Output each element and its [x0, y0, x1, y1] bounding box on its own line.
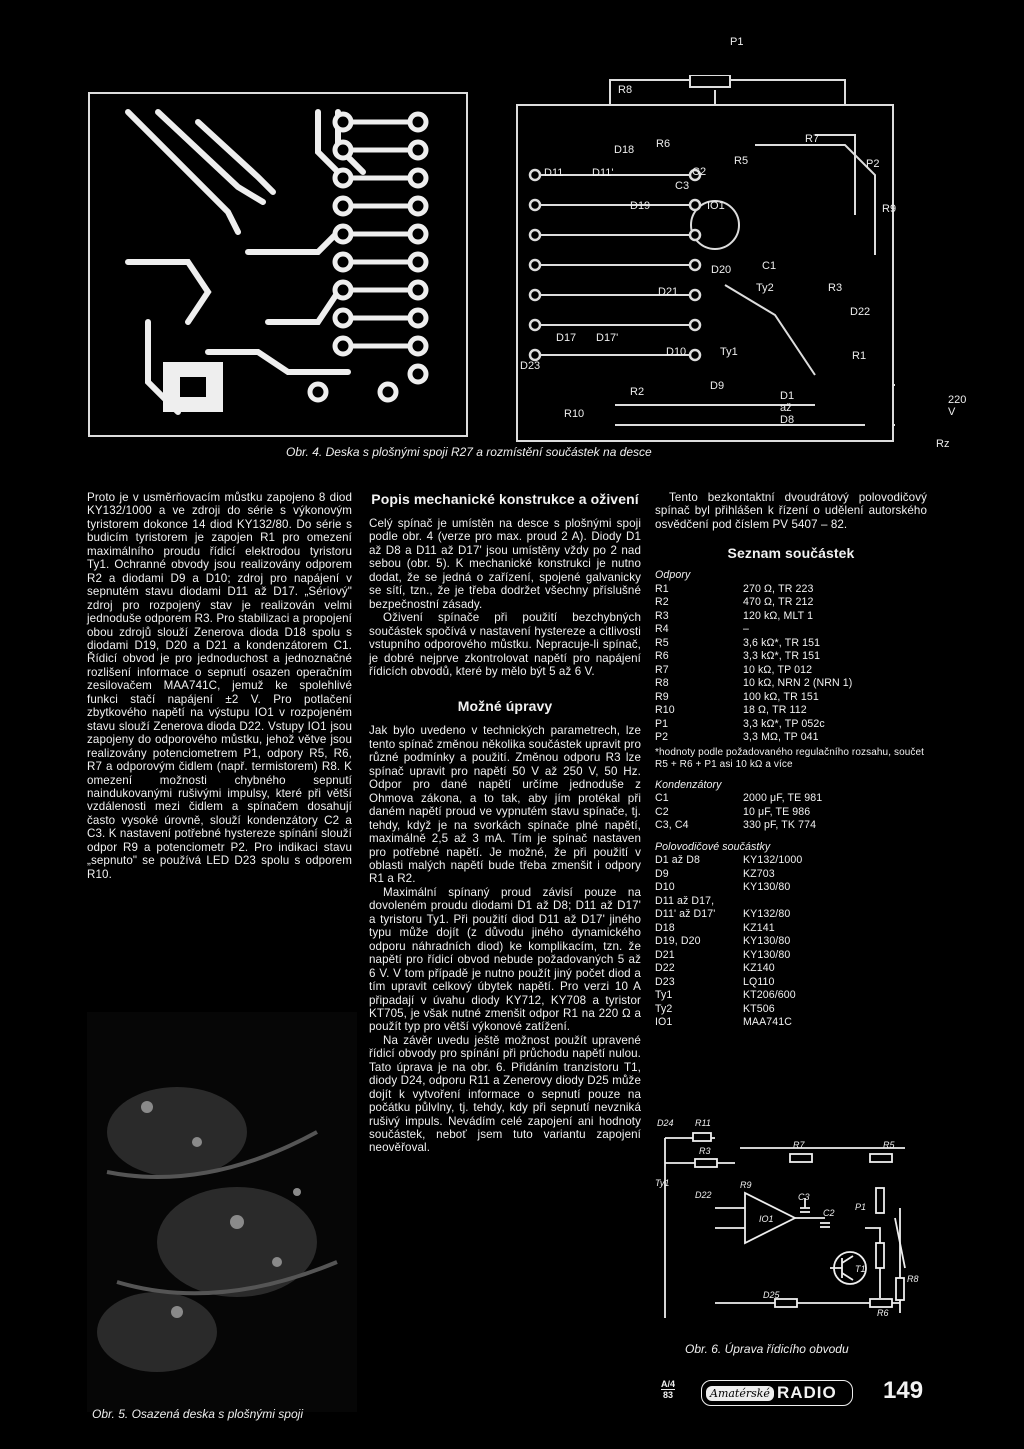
- part-row: R1 270 Ω, TR 223: [655, 582, 814, 595]
- resistor-note: *hodnoty podle požadovaného regulačního rozsahu, součet R5 + R6 + P1 asi 10 kΩ a více: [655, 746, 925, 770]
- sch-label-io1: IO1: [759, 1214, 774, 1224]
- part-row: R7 10 kΩ, TP 012: [655, 663, 813, 676]
- sch-label-r9: R9: [740, 1180, 752, 1190]
- part-row: R8 10 kΩ, NRN 2 (NRN 1): [655, 677, 853, 690]
- label-r10: R10: [564, 408, 585, 420]
- part-row: D9 KZ703: [655, 867, 775, 880]
- label-r7: R7: [805, 133, 820, 145]
- page-footer: [655, 1375, 945, 1415]
- part-row: D21 KY130/80: [655, 948, 791, 961]
- label-c1: C1: [762, 260, 777, 272]
- logo-script: Amatérské: [706, 1386, 774, 1401]
- sch-label-r6: R6: [877, 1308, 889, 1318]
- part-row: R4 –: [655, 623, 749, 636]
- part-row: R6 3,3 kΩ*, TR 151: [655, 650, 821, 663]
- label-d11: D11: [544, 167, 564, 179]
- group-title: Odpory: [655, 569, 691, 582]
- part-row: P1 3,3 kΩ*, TP 052c: [655, 717, 825, 730]
- sch-label-r11: R11: [695, 1118, 711, 1128]
- part-row: D11 až D17,: [655, 894, 715, 907]
- column-1: [87, 491, 352, 881]
- figure-6-caption: Obr. 6. Úprava řídicího obvodu: [685, 1342, 849, 1356]
- issue-bottom: 83: [663, 1390, 674, 1400]
- label-r3: R3: [828, 282, 843, 294]
- part-row: D23 LQ110: [655, 975, 775, 988]
- label-r8: R8: [618, 84, 633, 96]
- figure-5: [87, 1012, 357, 1422]
- part-row: R10 18 Ω, TR 112: [655, 704, 807, 717]
- figure-4: [70, 20, 970, 465]
- part-row: D1 až D8 KY132/1000: [655, 854, 803, 867]
- issue-top: A/4: [661, 1379, 676, 1389]
- label-r6: R6: [656, 138, 671, 150]
- sch-label-r7: R7: [793, 1140, 805, 1150]
- label-r2: R2: [630, 386, 645, 398]
- label-d20: D20: [711, 264, 732, 276]
- label-ty1: Ty1: [720, 346, 738, 358]
- part-row: R3 120 kΩ, MLT 1: [655, 609, 814, 622]
- paragraph: Jak bylo uvedeno v technických parametrech, lze tento spínač změnou několika součástek upravit pro různé podmínky a použití. Změnou odporu R3 lze spínač upravit pro napětí 50 V až 250 V, 50 Hz. Odpor pro dané napětí určíme jednoduše z Ohmova zákona, a to tak, aby jím protékal při daném napětí proud ve vypnutém stavu spínače, tj. tehdy, když je na svorkách spínače plné napětí, maximálně 2,5 až 3 mA. Tím je spínač nastaven pro potřebné napětí. Je možné, že při použití v oblasti malých napětí bude třeba zmenšit i odpory R1 a R2.: [369, 724, 641, 886]
- label-d22: D22: [850, 306, 871, 318]
- part-row: D19, D20 KY130/80: [655, 935, 791, 948]
- part-row: C3, C4 330 pF, TK 774: [655, 819, 817, 832]
- sch-label-r5: R5: [883, 1140, 895, 1150]
- label-io1: IO1: [707, 200, 725, 212]
- paragraph: Maximální spínaný proud závisí pouze na dovoleném proudu diodami D1 až D8; D11 až D17' a tyristoru Ty1. Při použití diod D11 až D17' jiného typu může dojít (z důvodu jiného dynamického odporu náhradních diod) ke komplikacím, tzn. že napětí pro řídicí obvod nebude požadovaných 5 až 6 V. V tom případě je nutno použít jiný počet diod a tím upravit celkový úbytek napětí. Pro verzi 10 A připadají v úvahu diody KY712, KY708 a tyristor KT705, je však nutné zmenšit odpor R1 na 220 Ω a použít typ pro větší výkonové zatížení.: [369, 885, 641, 1034]
- parts-list: [655, 569, 927, 1030]
- label-d19: D19: [630, 200, 651, 212]
- parts-list-heading: Seznam součástek: [727, 545, 855, 562]
- intro-paragraph: Tento bezkontaktní dvoudrátový polovodičový spínač byl přihlášen k řízení o udělení autorského osvědčení pod číslem PV 5407 – 82.: [655, 491, 927, 531]
- label-r9: R9: [882, 203, 897, 215]
- component-placement: [515, 75, 895, 445]
- part-row: D11' až D17' KY132/80: [655, 908, 791, 921]
- column-2: [369, 491, 641, 1155]
- label-p1: P1: [730, 36, 744, 48]
- label-r1: R1: [852, 350, 867, 362]
- part-row: R2 470 Ω, TR 212: [655, 596, 814, 609]
- label-d9: D9: [710, 380, 725, 392]
- section-heading-construction: Popis mechanické konstrukce a oživení: [371, 491, 639, 507]
- part-row: IO1 MAA741C: [655, 1016, 792, 1029]
- figure-5-caption: Obr. 5. Osazená deska s plošnými spoji: [92, 1407, 303, 1421]
- sch-label-r3: R3: [699, 1146, 711, 1156]
- sch-label-ty1: Ty1: [655, 1178, 670, 1188]
- label-r5: R5: [734, 155, 749, 167]
- issue-number: [661, 1379, 675, 1400]
- logo-text: RADIO: [776, 1383, 837, 1402]
- sch-label-d24: D24: [657, 1118, 674, 1128]
- sch-label-r8: R8: [907, 1274, 919, 1284]
- label-d23: D23: [520, 360, 541, 372]
- sch-label-p1: P1: [855, 1202, 867, 1212]
- label-c2: C2: [692, 166, 707, 178]
- assembled-board-photo: [87, 1012, 357, 1412]
- label-d11p: D11': [592, 167, 614, 179]
- sch-label-d25: D25: [763, 1290, 780, 1300]
- group-title: Kondenzátory: [655, 778, 722, 791]
- part-row: D22 KZ140: [655, 962, 775, 975]
- label-rz: Rz: [936, 438, 950, 450]
- label-d10: D10: [666, 346, 687, 358]
- part-row: Ty2 KT506: [655, 1002, 775, 1015]
- sch-label-c2: C2: [823, 1208, 835, 1218]
- sch-label-d22: D22: [695, 1190, 712, 1200]
- sch-label-t1: T1: [855, 1264, 866, 1274]
- figure-6: [655, 1118, 925, 1358]
- part-row: D18 KZ141: [655, 921, 775, 934]
- label-d17p: D17': [596, 332, 619, 344]
- part-row: R5 3,6 kΩ*, TR 151: [655, 636, 821, 649]
- label-d17: D17: [556, 332, 577, 344]
- part-row: R9 100 kΩ, TR 151: [655, 690, 819, 703]
- sch-label-c3: C3: [798, 1192, 810, 1202]
- label-d1d8: D1 až D8: [780, 390, 795, 426]
- group-title: Polovodičové součástky: [655, 840, 771, 853]
- paragraph: Celý spínač je umístěn na desce s plošnými spoji podle obr. 4 (verze pro max. proud 2 A). Diody D1 až D8 a D11 až D17' jsou umístěny vždy po 2 nad sebou (obr. 5). K mechanické konstrukci je nutno dodat, že se jedná o zařízení, spojené galvanicky se sítí, tzn., že je třeba dodržet všechny příslušné bezpečnostní zásady.: [369, 517, 641, 611]
- label-d21: D21: [658, 286, 679, 298]
- label-ty2: Ty2: [756, 282, 774, 294]
- magazine-logo: [701, 1380, 853, 1406]
- page-number: 149: [883, 1377, 924, 1404]
- section-heading-modifications: Možné úpravy: [457, 698, 553, 715]
- column-1-paragraph: Proto je v usměrňovacím můstku zapojeno 8 diod KY132/1000 a ve zdroji do série s výkonovým tyristorem dokonce 14 diod KY132/80. Do série s budicím tyristorem je zapojen R1 pro omezení maximálního proudu řídicí elektrodou tyristoru Ty1. Ochranné obvody jsou realizovány odporem R2 a diodami D9 a D10; zdroj pro napájení v sepnutém stavu diodami D11 až D17. „Sériový" zdroj pro rozpojený stav je realizován velmi jednoduše odporem R3. Pro stabilizaci a propojení obou zdrojů slouží Zenerova dioda D18 spolu s diodami D19, D20 a D21 a kondenzátorem C1. Řídicí obvod je pro jednoduchost a jednoznačné rozlišení informace o sepnutí osazen operačním zesilovačem MAA741C, jemuž ke spolehlivé funkci stačí napájení ±2 V. Pro potlačení zbytkového napětí na výstupu IO1 v rozpojeném stavu slouží Zenerova dioda D22. Vstupy IO1 jsou zapojeny do odporového můstku, jehož větve jsou realizovány potenciometrem P1, odpory R5, R6, R7 a odporovým čidlem (např. termistorem) R8. K omezení možnosti chybného sepnutí naindukovanými rušivými impulsy, které při větší vzdálenosti mezi čidlem a spínačem dosahují často vysoké úrovně, slouží kondenzátory C2 a C3. K nastavení potřebné hystereze spínání slouží odpor R9 a potenciometr P2. Pro indikaci stavu „sepnuto" se používá LED D23 spolu s odporem R10.: [87, 491, 352, 881]
- part-row: C1 2000 μF, TE 981: [655, 792, 823, 805]
- paragraph: Oživení spínače při použití bezchybných součástek spočívá v nastavení hystereze a citlivosti vstupního odporového můstku. Nepracuje-li spínač, je dobré nejprve zkontrolovat napětí pro napájení řídicích obvodů, které by mělo být 5 až 6 V.: [369, 611, 641, 678]
- control-circuit-schematic: [655, 1118, 925, 1333]
- label-c3: C3: [675, 180, 690, 192]
- paragraph: Na závěr uvedu ještě možnost použít upravené řídicí obvody pro spínání při průchodu napětí nulou. Tato úprava je na obr. 6. Přidáním tranzistoru T1, diody D24, odporu R11 a Zenerovy diody D25 může dojít k vytvoření informace o sepnutí pouze na počátku půlvlny, tj. tehdy, kdy při sepnutí nevzniká rušivý impuls. Nevádím celé zapojení ani hodnoty součástek, neboť jsem tuto variantu zapojení neověřoval.: [369, 1033, 641, 1155]
- figure-4-caption: Obr. 4. Deska s plošnými spoji R27 a rozmístění součástek na desce: [286, 445, 652, 459]
- label-220v: 220 V: [948, 394, 967, 418]
- part-row: D10 KY130/80: [655, 881, 791, 894]
- part-row: P2 3,3 MΩ, TP 041: [655, 731, 819, 744]
- column-3: [655, 491, 927, 1030]
- part-row: Ty1 KT206/600: [655, 989, 796, 1002]
- label-p2: P2: [866, 158, 880, 170]
- pcb-copper-layout: [88, 92, 468, 437]
- label-d18: D18: [614, 144, 635, 156]
- part-row: C2 10 μF, TE 986: [655, 805, 811, 818]
